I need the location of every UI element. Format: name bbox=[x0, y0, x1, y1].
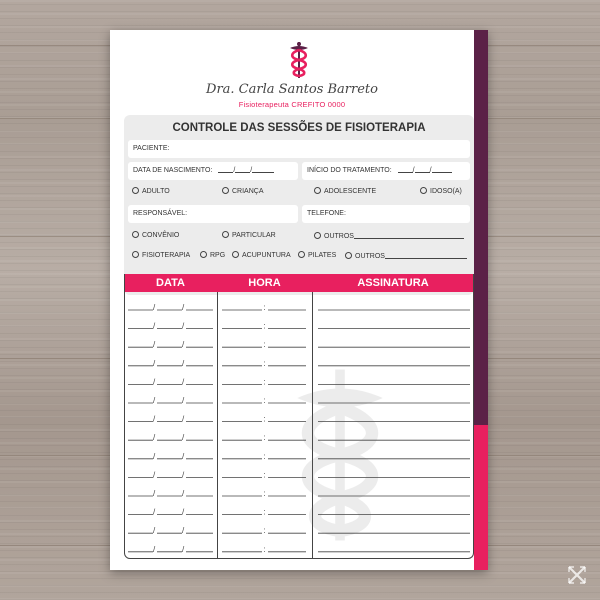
time-colon: : bbox=[263, 451, 266, 461]
date-slash: / bbox=[182, 433, 185, 443]
time-colon: : bbox=[263, 303, 266, 312]
header-date: DATA bbox=[156, 277, 185, 289]
time-colon: : bbox=[263, 396, 266, 405]
date-slash: / bbox=[153, 433, 156, 443]
date-slash: / bbox=[182, 507, 185, 517]
radio-payment-other-label: OUTROS bbox=[324, 233, 354, 240]
date-slash: / bbox=[182, 544, 185, 554]
radio-rpg-label: RPG bbox=[210, 252, 226, 259]
radio-private-label: PARTICULAR bbox=[232, 232, 276, 239]
time-colon: : bbox=[263, 544, 266, 554]
time-colon: : bbox=[263, 489, 266, 498]
form-sheet bbox=[110, 30, 488, 570]
date-slash: / bbox=[153, 414, 156, 424]
date-slash: / bbox=[153, 544, 156, 554]
header-signature: ASSINATURA bbox=[357, 277, 429, 289]
time-colon: : bbox=[263, 340, 266, 350]
time-colon: : bbox=[263, 321, 266, 331]
radio-pilates-label: PILATES bbox=[308, 252, 337, 259]
time-colon: : bbox=[263, 507, 266, 517]
date-slash: / bbox=[153, 396, 156, 405]
radio-physio-label: FISIOTERAPIA bbox=[142, 252, 191, 259]
radio-therapy-other-label: OUTROS bbox=[355, 253, 385, 260]
date-slash: / bbox=[182, 414, 185, 424]
date-slash: / bbox=[153, 303, 156, 312]
radio-elderly-label: IDOSO(A) bbox=[430, 188, 462, 195]
time-colon: : bbox=[263, 414, 266, 424]
time-colon: : bbox=[263, 470, 266, 480]
date-slash: / bbox=[153, 526, 156, 536]
phone-label: TELEFONE: bbox=[307, 210, 346, 217]
radio-adult-label: ADULTO bbox=[142, 188, 170, 195]
date-slash: / bbox=[182, 377, 185, 387]
date-slash: / bbox=[182, 470, 185, 480]
patient-label: PACIENTE: bbox=[133, 145, 170, 152]
date-slash: / bbox=[182, 358, 185, 368]
radio-acupuncture-label: ACUPUNTURA bbox=[242, 252, 291, 259]
date-slash: / bbox=[153, 377, 156, 387]
date-slash: / bbox=[153, 507, 156, 517]
birth-date-field[interactable]: DATA DE NASCIMENTO: / / bbox=[128, 162, 298, 180]
responsible-label: RESPONSÁVEL: bbox=[133, 210, 188, 217]
form-title: CONTROLE DAS SESSÕES DE FISIOTERAPIA bbox=[172, 122, 426, 134]
time-colon: : bbox=[263, 377, 266, 387]
time-colon: : bbox=[263, 358, 266, 368]
date-slash: / bbox=[182, 321, 185, 331]
time-colon: : bbox=[263, 526, 266, 536]
date-slash: / bbox=[182, 451, 185, 461]
date-slash: / bbox=[182, 303, 185, 312]
date-slash: / bbox=[182, 489, 185, 498]
date-slash: / bbox=[153, 321, 156, 331]
date-slash: / bbox=[153, 358, 156, 368]
expand-icon[interactable] bbox=[566, 564, 588, 586]
date-slash: / bbox=[153, 470, 156, 480]
date-slash: / bbox=[182, 340, 185, 350]
treatment-start-field[interactable]: INÍCIO DO TRATAMENTO: / / bbox=[302, 162, 470, 180]
header-time: HORA bbox=[248, 277, 281, 289]
treatment-start-label: INÍCIO DO TRATAMENTO: bbox=[307, 167, 392, 174]
radio-teen-label: ADOLESCENTE bbox=[324, 188, 377, 195]
date-slash: / bbox=[153, 489, 156, 498]
doctor-registration: Fisioterapeuta CREFITO 0000 bbox=[238, 100, 346, 109]
radio-insurance-label: CONVÊNIO bbox=[142, 232, 180, 239]
doctor-name: Dra. Carla Santos Barreto bbox=[206, 82, 378, 97]
date-slash: / bbox=[153, 340, 156, 350]
date-slash: / bbox=[182, 396, 185, 405]
date-slash: / bbox=[182, 526, 185, 536]
time-colon: : bbox=[263, 433, 266, 443]
birth-date-label: DATA DE NASCIMENTO: bbox=[133, 167, 213, 174]
radio-child-label: CRIANÇA bbox=[232, 188, 264, 195]
date-slash: / bbox=[153, 451, 156, 461]
